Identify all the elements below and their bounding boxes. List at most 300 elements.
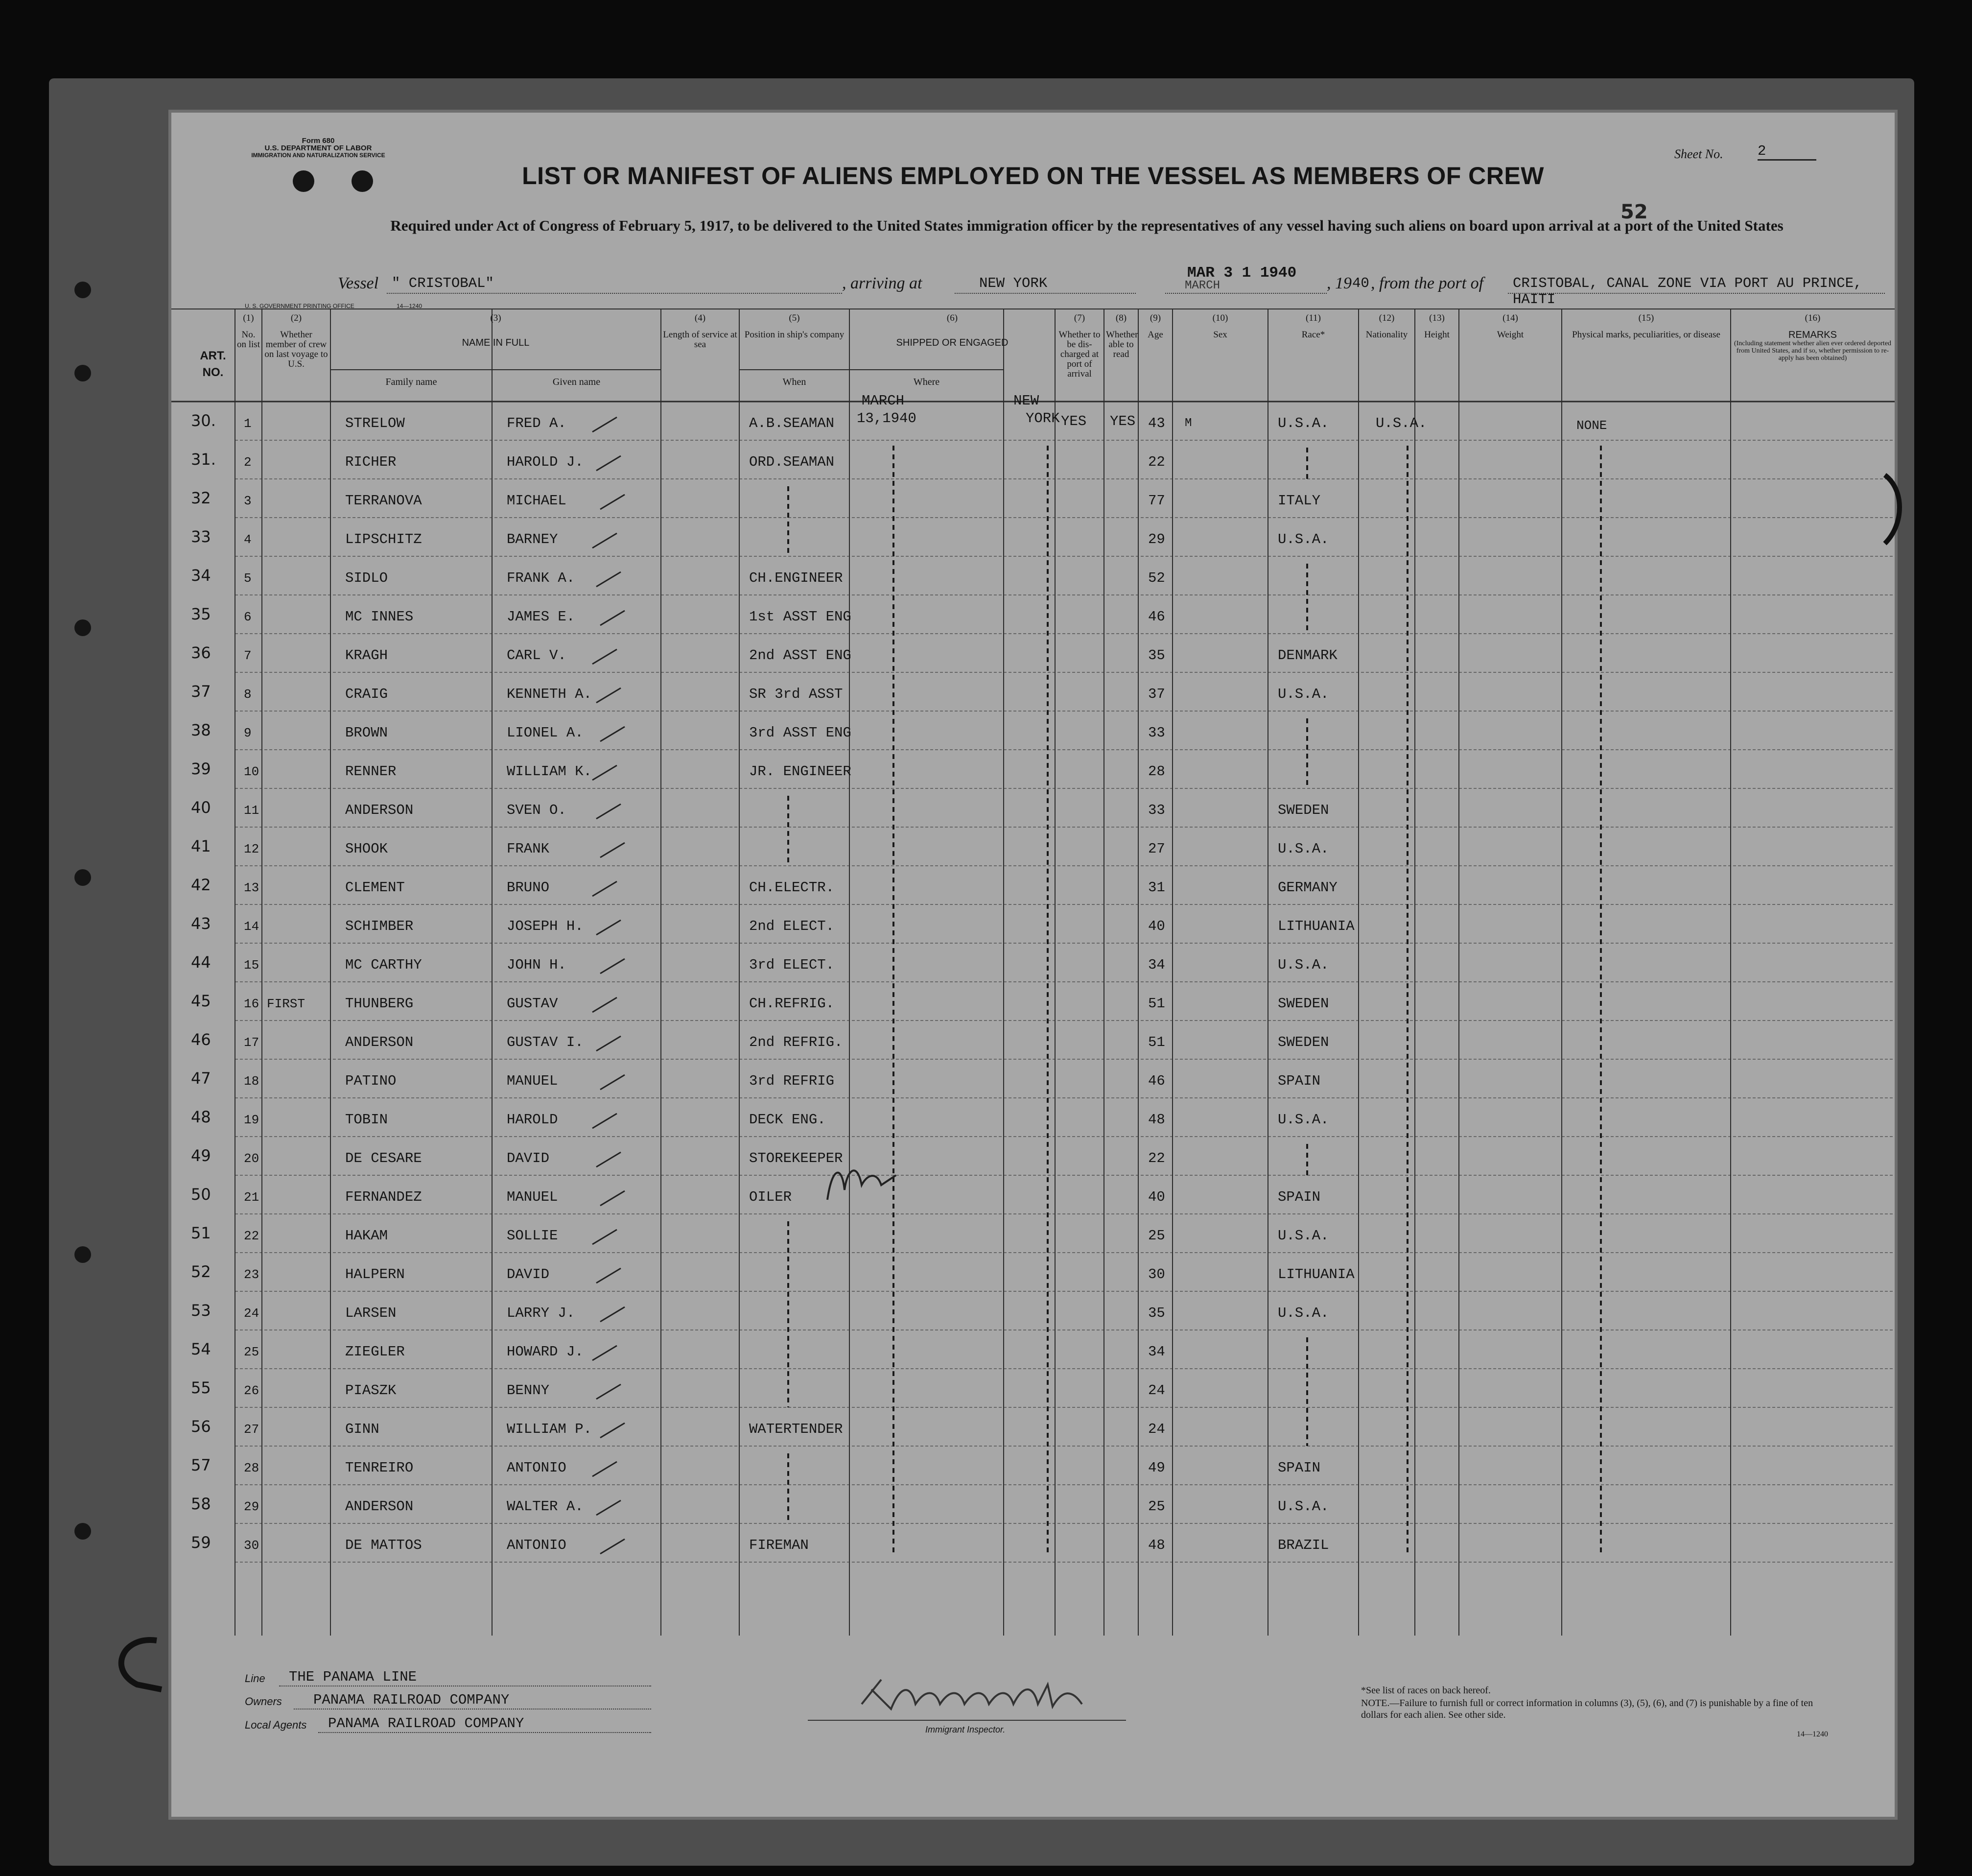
race: SPAIN: [1278, 1460, 1321, 1476]
family-name: TENREIRO: [345, 1460, 414, 1476]
given-name: WILLIAM P.: [507, 1421, 592, 1437]
pen-mark: [103, 1631, 171, 1699]
given-name: JOSEPH H.: [507, 918, 584, 934]
family-name: TOBIN: [345, 1112, 388, 1128]
binder-hole: [74, 1246, 91, 1263]
column-number: (8): [1115, 313, 1127, 323]
art-number: 33: [191, 527, 211, 546]
handwritten-initials: [822, 1156, 901, 1214]
given-name: BRUNO: [507, 879, 550, 896]
age: 40: [1148, 1189, 1165, 1205]
age: 51: [1148, 1034, 1165, 1050]
race: SPAIN: [1278, 1073, 1321, 1089]
age: 77: [1148, 493, 1165, 509]
crew-table: [171, 309, 1895, 1645]
given-name: GUSTAV I.: [507, 1034, 584, 1050]
given-name: GUSTAV: [507, 996, 558, 1012]
position: CH.ENGINEER: [749, 570, 843, 586]
column-label: No. on list: [237, 330, 260, 350]
given-name: LIONEL A.: [507, 725, 584, 741]
vessel-label: Vessel: [338, 274, 379, 292]
given-name: DAVID: [507, 1150, 550, 1166]
family-name: CLEMENT: [345, 879, 405, 896]
list-number: 12: [244, 842, 259, 856]
given-name: MANUEL: [507, 1073, 558, 1089]
age: 33: [1148, 802, 1165, 818]
column-number: (9): [1150, 313, 1161, 323]
discharged: YES: [1061, 413, 1087, 429]
family-name: THUNBERG: [345, 996, 414, 1012]
given-name: FRED A.: [507, 415, 566, 431]
family-name: GINN: [345, 1421, 379, 1437]
art-number: 37: [191, 682, 211, 701]
art-number: 45: [191, 992, 211, 1010]
department: U.S. DEPARTMENT OF LABOR: [264, 144, 372, 152]
list-number: 9: [244, 726, 252, 740]
art-number: 48: [191, 1108, 211, 1126]
age: 52: [1148, 570, 1165, 586]
column-header: [1359, 309, 1415, 402]
column-header: [1415, 309, 1459, 402]
column-header: [661, 309, 739, 402]
sex: M: [1185, 417, 1192, 430]
when-subheader: When: [782, 377, 806, 387]
column-number: (1): [243, 313, 254, 323]
given-name: KENNETH A.: [507, 686, 592, 702]
position: OILER: [749, 1189, 792, 1205]
owners-value: PANAMA RAILROAD COMPANY: [313, 1692, 510, 1708]
family-name: RICHER: [345, 454, 397, 470]
age: 31: [1148, 879, 1165, 896]
art-number: 47: [191, 1069, 211, 1088]
list-number: 24: [244, 1306, 259, 1321]
race: ITALY: [1278, 493, 1321, 509]
form-number: Form 680: [302, 137, 335, 145]
age: 28: [1148, 763, 1165, 780]
position: CH.REFRIG.: [749, 996, 835, 1012]
column-label: Whether member of crew on last voyage to U.S.: [264, 330, 328, 369]
age: 40: [1148, 918, 1165, 934]
given-name: BARNEY: [507, 531, 558, 547]
art-number: 40: [191, 798, 211, 817]
list-number: 13: [244, 880, 259, 895]
column-header: [262, 309, 330, 402]
race: U.S.A.: [1278, 531, 1329, 547]
list-number: 6: [244, 610, 252, 624]
inspector-signature: [852, 1670, 1106, 1724]
age: 30: [1148, 1266, 1165, 1282]
last-voyage: FIRST: [267, 997, 305, 1011]
column-label: NAME IN FULL: [462, 337, 530, 348]
art-number: 38: [191, 721, 211, 739]
column-number: (14): [1502, 313, 1518, 323]
shipped-when: MARCH: [862, 393, 905, 409]
shipped-where: NEW: [1013, 393, 1039, 409]
family-name: MC CARTHY: [345, 957, 422, 973]
age: 43: [1148, 415, 1165, 431]
art-number: 42: [191, 876, 211, 894]
pen-mark: [1880, 470, 1909, 548]
given-name: FRANK A.: [507, 570, 575, 586]
column-number: (16): [1805, 313, 1821, 323]
age: 29: [1148, 531, 1165, 547]
vessel-name: " CRISTOBAL": [392, 275, 494, 291]
column-header: [235, 309, 262, 402]
race: U.S.A.: [1278, 686, 1329, 702]
position: DECK ENG.: [749, 1112, 826, 1128]
column-number: (5): [789, 313, 800, 323]
family-name: CRAIG: [345, 686, 388, 702]
given-name: ANTONIO: [507, 1460, 566, 1476]
art-number: 56: [191, 1417, 211, 1436]
family-name: SHOOK: [345, 841, 388, 857]
list-number: 28: [244, 1461, 259, 1475]
family-name: KRAGH: [345, 647, 388, 664]
art-number: 55: [191, 1378, 211, 1397]
family-name: LIPSCHITZ: [345, 531, 422, 547]
age: 25: [1148, 1498, 1165, 1515]
age: 33: [1148, 725, 1165, 741]
column-header: [1104, 309, 1138, 402]
sheet-number: 2: [1758, 143, 1816, 161]
family-name: RENNER: [345, 763, 397, 780]
given-name: SVEN O.: [507, 802, 566, 818]
from-port: CRISTOBAL, CANAL ZONE VIA PORT AU PRINCE, HAITI: [1513, 275, 1862, 308]
family-name: BROWN: [345, 725, 388, 741]
age: 34: [1148, 1344, 1165, 1360]
art-number: 35: [191, 605, 211, 623]
family-name: ANDERSON: [345, 802, 414, 818]
column-header: [1268, 309, 1359, 402]
table-header: [171, 309, 1895, 402]
family-name: HAKAM: [345, 1228, 388, 1244]
column-number: (2): [290, 313, 302, 323]
list-number: 30: [244, 1538, 259, 1553]
column-number: (10): [1212, 313, 1228, 323]
list-number: 14: [244, 919, 259, 934]
inspector-label: Immigrant Inspector.: [925, 1725, 1006, 1734]
column-label: Age: [1148, 330, 1163, 340]
art-number: 43: [191, 914, 211, 933]
position: SR 3rd ASST: [749, 686, 843, 702]
family-name: PIASZK: [345, 1382, 397, 1399]
remarks-note: (Including statement whether alien ever ordered deported from United States, and if so, whether permission to re-apply has been obtained): [1734, 340, 1892, 362]
family-name: TERRANOVA: [345, 493, 422, 509]
given-name: CARL V.: [507, 647, 566, 664]
age: 48: [1148, 1537, 1165, 1553]
column-label: REMARKS: [1788, 330, 1837, 340]
age: 22: [1148, 1150, 1165, 1166]
art-number: 41: [191, 837, 211, 855]
race: SWEDEN: [1278, 996, 1329, 1012]
table-body: [171, 393, 1895, 1645]
art-number: 39: [191, 760, 211, 778]
form-title: LIST OR MANIFEST OF ALIENS EMPLOYED ON THE VESSEL AS MEMBERS OF CREW: [522, 162, 1544, 190]
age: 37: [1148, 686, 1165, 702]
given-name: HAROLD: [507, 1112, 558, 1128]
art-number: 54: [191, 1340, 211, 1358]
race: U.S.A.: [1278, 1498, 1329, 1515]
list-number: 27: [244, 1422, 259, 1437]
line-label: Line: [245, 1672, 265, 1685]
given-name: FRANK: [507, 841, 550, 857]
from-label: , from the port of: [1371, 274, 1484, 292]
race: U.S.A.: [1278, 1305, 1329, 1321]
races-note: *See list of races on back hereof.: [1361, 1685, 1491, 1696]
art-number: 49: [191, 1146, 211, 1165]
given-name: MICHAEL: [507, 493, 566, 509]
given-name: WALTER A.: [507, 1498, 584, 1515]
given-name: JAMES E.: [507, 609, 575, 625]
race: U.S.A.: [1278, 415, 1329, 431]
agents-value: PANAMA RAILROAD COMPANY: [328, 1715, 524, 1732]
race: LITHUANIA: [1278, 918, 1355, 934]
from-underline: [1508, 293, 1885, 294]
agents-underline: [318, 1732, 651, 1733]
list-number: 1: [244, 416, 252, 431]
age: 46: [1148, 609, 1165, 625]
given-name: LARRY J.: [507, 1305, 575, 1321]
list-number: 11: [244, 803, 259, 818]
art-number: 51: [191, 1224, 211, 1242]
position: 2nd ASST ENG: [749, 647, 851, 664]
race: SWEDEN: [1278, 802, 1329, 818]
footer-print-code: 14—1240: [1797, 1730, 1828, 1738]
column-number: (15): [1638, 313, 1654, 323]
column-label: Weight: [1497, 330, 1524, 340]
age: 24: [1148, 1421, 1165, 1437]
printing-office: U. S. GOVERNMENT PRINTING OFFICE: [245, 303, 354, 309]
position: JR. ENGINEER: [749, 763, 851, 780]
family-name: FERNANDEZ: [345, 1189, 422, 1205]
age: 48: [1148, 1112, 1165, 1128]
where-subheader: Where: [913, 377, 940, 387]
art-number: 44: [191, 953, 211, 972]
race: U.S.A.: [1278, 957, 1329, 973]
binder-hole: [74, 869, 91, 886]
race: SWEDEN: [1278, 1034, 1329, 1050]
family-name: DE MATTOS: [345, 1537, 422, 1553]
list-number: 18: [244, 1074, 259, 1089]
year-prefix: , 19: [1327, 274, 1352, 292]
art-number: 58: [191, 1495, 211, 1513]
date-underline: [1165, 293, 1327, 294]
given-name: WILLIAM K.: [507, 763, 592, 780]
column-label: Physical marks, peculiarities, or disease: [1572, 330, 1720, 340]
family-name: ANDERSON: [345, 1498, 414, 1515]
race: BRAZIL: [1278, 1537, 1329, 1553]
list-number: 17: [244, 1035, 259, 1050]
list-number: 29: [244, 1499, 259, 1514]
physical-marks: NONE: [1576, 418, 1607, 433]
column-label: Nationality: [1365, 330, 1408, 340]
list-number: 15: [244, 958, 259, 973]
arriving-underline: [955, 293, 1136, 294]
family-name: LARSEN: [345, 1305, 397, 1321]
column-label: Whether to be dis-charged at port of arrival: [1058, 330, 1101, 379]
family-name: STRELOW: [345, 415, 405, 431]
column-header: [1731, 309, 1895, 402]
able-to-read: YES: [1110, 413, 1136, 429]
position: A.B.SEAMAN: [749, 415, 835, 431]
list-number: 21: [244, 1190, 259, 1205]
art-number: 36: [191, 643, 211, 662]
family-name: PATINO: [345, 1073, 397, 1089]
position: FIREMAN: [749, 1537, 809, 1553]
art-number: 59: [191, 1533, 211, 1552]
race: LITHUANIA: [1278, 1266, 1355, 1282]
sheet-label: Sheet No.: [1674, 147, 1723, 161]
position: CH.ELECTR.: [749, 879, 835, 896]
list-number: 16: [244, 997, 259, 1011]
list-number: 10: [244, 764, 259, 779]
column-number: (3): [490, 313, 501, 323]
age: 27: [1148, 841, 1165, 857]
owners-underline: [294, 1709, 651, 1710]
family-name-subheader: Family name: [385, 377, 437, 387]
column-number: (7): [1074, 313, 1085, 323]
art-number: 57: [191, 1456, 211, 1474]
race: U.S.A.: [1278, 841, 1329, 857]
given-name: HOWARD J.: [507, 1344, 584, 1360]
service-name: IMMIGRATION AND NATURALIZATION SERVICE: [251, 152, 385, 159]
family-name: SIDLO: [345, 570, 388, 586]
line-value: THE PANAMA LINE: [289, 1669, 417, 1685]
race: GERMANY: [1278, 879, 1338, 896]
art-number: 52: [191, 1262, 211, 1281]
column-number: (4): [694, 313, 706, 323]
column-label: Height: [1424, 330, 1450, 340]
family-name: ANDERSON: [345, 1034, 414, 1050]
column-header: [1459, 309, 1562, 402]
column-header: [1562, 309, 1731, 402]
column-label: SHIPPED OR ENGAGED: [896, 337, 1009, 348]
handwritten-number: 52: [1620, 201, 1648, 223]
binder-hole: [74, 282, 91, 298]
art-no-header: ART. NO.: [200, 349, 226, 379]
penalty-note: NOTE.—Failure to furnish full or correct information in columns (3), (5), (6), and (7) is punishable by a fine of ten dollars for each alien. See other side.: [1361, 1698, 1813, 1720]
manifest-sheet: [171, 113, 1895, 1817]
given-name: BENNY: [507, 1382, 550, 1399]
position: 2nd ELECT.: [749, 918, 835, 934]
binder-hole: [74, 619, 91, 636]
list-number: 20: [244, 1151, 259, 1166]
column-number: (13): [1429, 313, 1445, 323]
list-number: 25: [244, 1345, 259, 1359]
position: 2nd REFRIG.: [749, 1034, 843, 1050]
art-number: 34: [191, 566, 211, 585]
year: 40: [1352, 275, 1369, 291]
date-typed: MARCH: [1185, 279, 1221, 292]
printing-code: 14—1240: [397, 303, 423, 309]
list-number: 19: [244, 1113, 259, 1127]
race: U.S.A.: [1278, 1228, 1329, 1244]
given-name: JOHN H.: [507, 957, 566, 973]
race: U.S.A.: [1278, 1112, 1329, 1128]
age: 49: [1148, 1460, 1165, 1476]
family-name: DE CESARE: [345, 1150, 422, 1166]
art-number: 46: [191, 1030, 211, 1049]
list-number: 5: [244, 571, 252, 586]
list-number: 8: [244, 687, 252, 702]
column-number: (11): [1306, 313, 1321, 323]
given-name-subheader: Given name: [552, 377, 601, 387]
position: STOREKEEPER: [749, 1150, 843, 1166]
given-name: ANTONIO: [507, 1537, 566, 1553]
list-number: 2: [244, 455, 252, 470]
family-name: MC INNES: [345, 609, 414, 625]
column-header: [1173, 309, 1268, 402]
age: 35: [1148, 1305, 1165, 1321]
art-number: 53: [191, 1301, 211, 1320]
age: 51: [1148, 996, 1165, 1012]
column-header: [1055, 309, 1104, 402]
age: 46: [1148, 1073, 1165, 1089]
given-name: SOLLIE: [507, 1228, 558, 1244]
list-number: 4: [244, 532, 252, 547]
arriving-label: , arriving at: [842, 274, 922, 292]
art-number: 50: [191, 1185, 211, 1204]
position: 3rd REFRIG: [749, 1073, 835, 1089]
list-number: 23: [244, 1267, 259, 1282]
position: 1st ASST ENG: [749, 609, 851, 625]
given-name: DAVID: [507, 1266, 550, 1282]
art-number: 31.: [191, 450, 216, 469]
form-header: [235, 137, 401, 159]
inspector-underline: [808, 1720, 1126, 1721]
position: WATERTENDER: [749, 1421, 843, 1437]
form-subtitle: Required under Act of Congress of February 5, 1917, to be delivered to the United States immigration officer by the representatives of any vessel having such aliens on board upon arrival at a port of the United States: [390, 217, 1784, 234]
list-number: 26: [244, 1383, 259, 1398]
shipped-where: YORK: [1026, 410, 1060, 427]
vessel-underline: [387, 293, 842, 294]
binder-hole: [74, 365, 91, 381]
age: 25: [1148, 1228, 1165, 1244]
given-name: MANUEL: [507, 1189, 558, 1205]
binder-hole: [74, 1523, 91, 1540]
arriving-port: NEW YORK: [979, 275, 1048, 291]
column-label: Length of service at sea: [663, 330, 737, 350]
owners-label: Owners: [245, 1695, 282, 1708]
column-label: Race*: [1301, 330, 1325, 340]
list-number: 22: [244, 1229, 259, 1243]
race: DENMARK: [1278, 647, 1338, 664]
family-name: SCHIMBER: [345, 918, 414, 934]
shipped-when: 13,1940: [857, 410, 916, 427]
agents-label: Local Agents: [245, 1719, 307, 1731]
column-label: Position in ship's company: [744, 330, 845, 340]
age: 35: [1148, 647, 1165, 664]
column-label: Sex: [1213, 330, 1227, 340]
date-stamp: MAR 3 1 1940: [1187, 264, 1297, 282]
column-number: (12): [1379, 313, 1395, 323]
list-number: 3: [244, 494, 252, 508]
art-number: 32: [191, 489, 211, 507]
family-name: HALPERN: [345, 1266, 405, 1282]
column-header: [1138, 309, 1173, 402]
position: ORD.SEAMAN: [749, 454, 835, 470]
art-number: 30.: [191, 411, 216, 430]
column-number: (6): [946, 313, 958, 323]
nationality: U.S.A.: [1376, 415, 1427, 431]
position: 3rd ELECT.: [749, 957, 835, 973]
age: 22: [1148, 454, 1165, 470]
age: 34: [1148, 957, 1165, 973]
list-number: 7: [244, 648, 252, 663]
given-name: HAROLD J.: [507, 454, 584, 470]
family-name: ZIEGLER: [345, 1344, 405, 1360]
column-label: Whether able to read: [1106, 330, 1138, 359]
